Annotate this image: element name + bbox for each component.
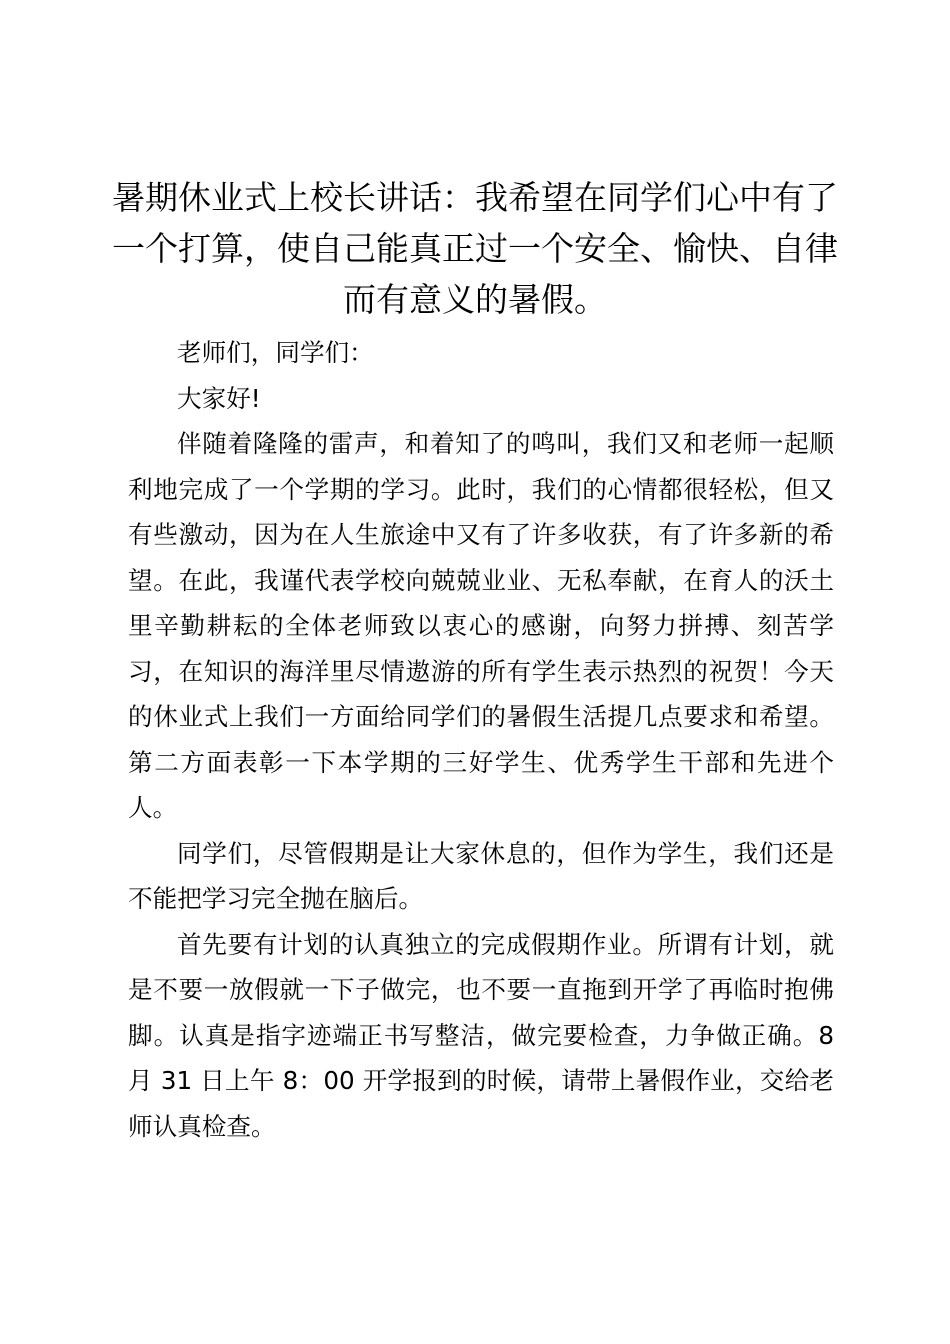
document-body (128, 330, 834, 1149)
paragraph: 同学们，尽管假期是让大家休息的，但作为学生，我们还是不能把学习完全抛在脑后。 (128, 838, 834, 913)
greeting: 大家好! (177, 383, 261, 413)
paragraph: 伴随着隆隆的雷声，和着知了的鸣叫，我们又和老师一起顺利地完成了一个学期的学习。此时，我们的心情都很轻松，但又有些激动，因为在人生旅途中又有了许多收获，有了许多新的希望。在此，我谨代表学校向兢兢业业、无私奉献，在育人的沃土里辛勤耕耘的全体老师致以衷心的感谢，向努力拼搏、刻苦学习，在知识的海洋里尽情遨游的所有学生表示热烈的祝贺！今天的休业式上我们一方面给同学们的暑假生活提几点要求和希望。第二方面表彰一下本学期的三好学生、优秀学生干部和先进个人。 (128, 429, 834, 822)
salutation: 老师们，同学们： (177, 338, 374, 367)
paragraph: 首先要有计划的认真独立的完成假期作业。所谓有计划，就是不要一放假就一下子做完，也不要一直拖到开学了再临时抱佛脚。认真是指字迹端正书写整洁，做完要检查，力争做正确。8 月 31 日上午 8：00 开学报到的时候，请带上暑假作业，交给老师认真检查。 (128, 929, 834, 1141)
document-title: 暑期休业式上校长讲话：我希望在同学们心中有了一个打算，使自己能真正过一个安全、愉快、自律而有意义的暑假。 (112, 178, 838, 319)
